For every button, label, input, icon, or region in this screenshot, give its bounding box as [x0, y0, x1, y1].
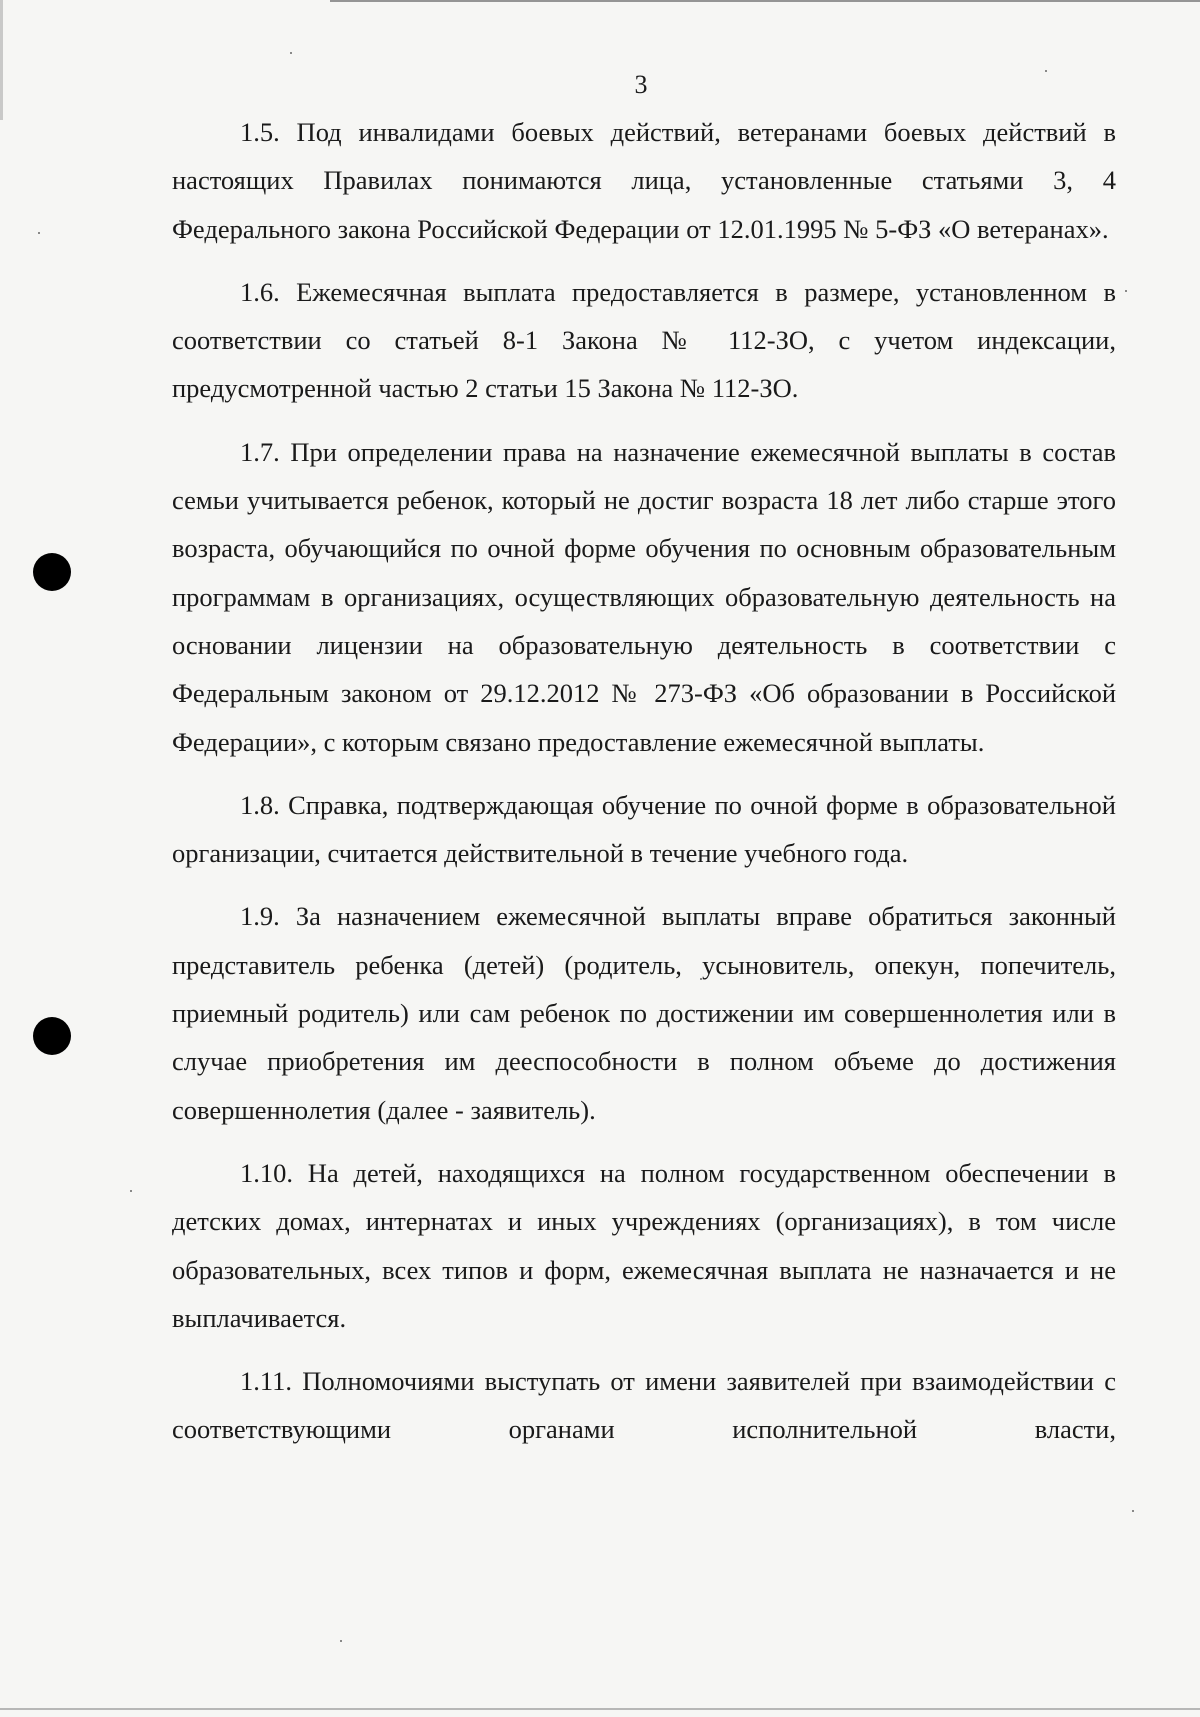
punch-hole-icon: [33, 553, 71, 591]
scan-speck: [340, 1640, 342, 1642]
paragraph-1-8: 1.8. Справка, подтверждающая обучение по очной форме в образовательной организации, считается действительной в течение учебного года.: [172, 789, 1116, 869]
paragraph-1-11: 1.11. Полномочиями выступать от имени заявителей при взаимодействии с соответствующими органами исполнительной власти,: [172, 1366, 1116, 1445]
scan-speck: [38, 232, 40, 234]
document-body: [172, 108, 1116, 1454]
scan-speck: [1132, 1510, 1134, 1512]
paragraph-1-7: 1.7. При определении права на назначение ежемесячной выплаты в состав семьи учитывается ребенок, который не достиг возраста 18 лет либо старше этого возраста, обучающийся по очной форме обучения по основным образовательным программам в организациях, осуществляющих образовательную деятельность на основании лицензии на образовательную деятельность в соответствии с Федеральным законом от 29.12.2012 № 273-ФЗ «Об образовании в Российской Федерации», с которым связано предоставление ежемесячной выплаты.: [172, 436, 1116, 757]
scan-border-bottom: [0, 1708, 1200, 1710]
paragraph-1-9: 1.9. За назначением ежемесячной выплаты вправе обратиться законный представитель ребенка (детей) (родитель, усыновитель, опекун, попечитель, приемный родитель) или сам ребенок по достижении им совершеннолетия или в случае приобретения им дееспособности в полном объеме до достижения совершеннолетия (далее - заявитель).: [172, 901, 1116, 1125]
paragraph-1-5: 1.5. Под инвалидами боевых действий, ветеранами боевых действий в настоящих Правилах понимаются лица, установленные статьями 3, 4 Федерального закона Российской Федерации от 12.01.1995 № 5-ФЗ «О ветеранах».: [172, 117, 1116, 244]
paragraph-1-10: 1.10. На детей, находящихся на полном государственном обеспечении в детских домах, интернатах и иных учреждениях (организациях), в том числе образовательных, всех типов и форм, ежемесячная выплата не назначается и не выплачивается.: [172, 1157, 1116, 1333]
scan-speck: [290, 52, 292, 54]
paragraph-1-6: 1.6. Ежемесячная выплата предоставляется в размере, установленном в соответствии со статьей 8-1 Закона № 112-ЗО, с учетом индексации, предусмотренной частью 2 статьи 15 Закона № 112-ЗО.: [172, 276, 1116, 404]
scan-speck: [130, 1190, 132, 1192]
page-number: 3: [634, 70, 648, 99]
punch-hole-icon: [33, 1017, 71, 1055]
scan-border-top: [330, 0, 1200, 2]
scan-speck: [1125, 290, 1127, 292]
scan-border-left: [0, 0, 3, 120]
